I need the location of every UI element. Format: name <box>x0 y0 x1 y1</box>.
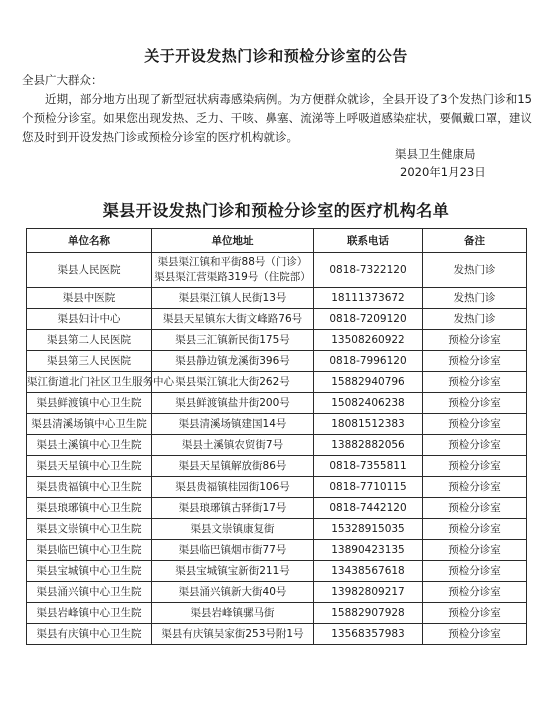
cell-address <box>152 561 314 582</box>
table-row <box>27 309 527 330</box>
table-body <box>27 253 527 645</box>
list-title: 渠县开设发热门诊和预检分诊室的医疗机构名单 <box>102 201 450 220</box>
announcement-body: 近期，部分地方出现了新型冠状病毒感染病例。为方便群众就诊，全县开设了3个发热门诊和15个预检分诊室。如果您出现发热、乏力、干咳、鼻塞、流涕等上呼吸道感染症状，要佩戴口罩，建议您及时到开设发热门诊或预检分诊室的医疗机构就诊。 <box>22 92 532 144</box>
cell-remark: 预检分诊室 <box>423 372 527 393</box>
cell-name: 渠县第二人民医院 <box>27 330 152 351</box>
table-row <box>27 561 527 582</box>
header-name: 单位名称 <box>27 229 152 253</box>
table-row <box>27 540 527 561</box>
cell-name: 渠县鲜渡镇中心卫生院 <box>27 393 152 414</box>
cell-phone: 0818-7355811 <box>314 456 423 477</box>
cell-phone: 0818-7996120 <box>314 351 423 372</box>
cell-address <box>152 414 314 435</box>
cell-phone: 13438567618 <box>314 561 423 582</box>
cell-name: 渠县第三人民医院 <box>27 351 152 372</box>
cell-remark: 发热门诊 <box>423 253 527 288</box>
cell-address <box>152 372 314 393</box>
table-row <box>27 624 527 645</box>
cell-name: 渠县宝城镇中心卫生院 <box>27 561 152 582</box>
cell-name: 渠县天星镇中心卫生院 <box>27 456 152 477</box>
address-line: 渠县静边镇龙溪街396号 <box>175 355 290 367</box>
cell-remark: 预检分诊室 <box>423 477 527 498</box>
cell-address <box>152 288 314 309</box>
cell-name: 渠县临巴镇中心卫生院 <box>27 540 152 561</box>
cell-address <box>152 498 314 519</box>
cell-name: 渠县贵福镇中心卫生院 <box>27 477 152 498</box>
address-line: 渠县临巴镇烟市街77号 <box>178 544 287 556</box>
cell-phone: 18111373672 <box>314 288 423 309</box>
cell-address <box>152 456 314 477</box>
cell-phone: 13882882056 <box>314 435 423 456</box>
table-row <box>27 288 527 309</box>
cell-address <box>152 603 314 624</box>
table-row <box>27 351 527 372</box>
header-remark: 备注 <box>423 229 527 253</box>
cell-address <box>152 624 314 645</box>
cell-remark: 预检分诊室 <box>423 603 527 624</box>
cell-remark: 预检分诊室 <box>423 330 527 351</box>
cell-address <box>152 540 314 561</box>
table-row <box>27 603 527 624</box>
cell-name: 渠县清溪场镇中心卫生院 <box>27 414 152 435</box>
cell-name: 渠县妇计中心 <box>27 309 152 330</box>
table-row <box>27 393 527 414</box>
address-line: 渠县三汇镇新民街175号 <box>175 334 290 346</box>
cell-name: 渠县岩峰镇中心卫生院 <box>27 603 152 624</box>
cell-remark: 预检分诊室 <box>423 582 527 603</box>
cell-name: 渠县有庆镇中心卫生院 <box>27 624 152 645</box>
cell-address <box>152 253 314 288</box>
cell-phone: 0818-7710115 <box>314 477 423 498</box>
cell-phone: 0818-7442120 <box>314 498 423 519</box>
cell-address <box>152 309 314 330</box>
table-row <box>27 414 527 435</box>
cell-name: 渠县琅琊镇中心卫生院 <box>27 498 152 519</box>
cell-phone: 13890423135 <box>314 540 423 561</box>
cell-remark: 预检分诊室 <box>423 561 527 582</box>
cell-remark: 预检分诊室 <box>423 519 527 540</box>
cell-remark: 预检分诊室 <box>423 624 527 645</box>
cell-name: 渠县土溪镇中心卫生院 <box>27 435 152 456</box>
cell-address <box>152 582 314 603</box>
address-line: 渠县天星镇东大街文峰路76号 <box>162 313 303 325</box>
address-line: 渠县贵福镇桂园街106号 <box>175 481 290 493</box>
header-address: 单位地址 <box>152 229 314 253</box>
cell-name: 渠江街道北门社区卫生服务中心 <box>27 372 152 393</box>
cell-remark: 预检分诊室 <box>423 414 527 435</box>
cell-phone: 15328915035 <box>314 519 423 540</box>
cell-phone: 18081512383 <box>314 414 423 435</box>
header-phone: 联系电话 <box>314 229 423 253</box>
issuer: 渠县卫生健康局 <box>395 147 476 161</box>
cell-remark: 预检分诊室 <box>423 498 527 519</box>
table-row <box>27 582 527 603</box>
cell-phone: 13508260922 <box>314 330 423 351</box>
address-line: 渠县天星镇解放街86号 <box>178 460 287 472</box>
cell-address <box>152 435 314 456</box>
cell-name: 渠县人民医院 <box>27 253 152 288</box>
cell-remark: 预检分诊室 <box>423 435 527 456</box>
address-line: 渠县涌兴镇新大街40号 <box>178 586 287 598</box>
address-line: 渠县渠江营渠路319号（住院部） <box>154 271 311 283</box>
table-row <box>27 253 527 288</box>
table-row <box>27 330 527 351</box>
cell-phone: 15882907928 <box>314 603 423 624</box>
cell-address <box>152 351 314 372</box>
cell-name: 渠县涌兴镇中心卫生院 <box>27 582 152 603</box>
cell-address <box>152 519 314 540</box>
issue-date: 2020年1月23日 <box>400 165 486 179</box>
table-header-row <box>27 229 527 253</box>
announcement-title: 关于开设发热门诊和预检分诊室的公告 <box>144 47 408 65</box>
cell-address <box>152 330 314 351</box>
cell-remark: 发热门诊 <box>423 309 527 330</box>
address-line: 渠县渠江镇北大街262号 <box>175 376 290 388</box>
address-line: 渠县鲜渡镇盐井街200号 <box>175 397 290 409</box>
address-line: 渠县有庆镇吴家街253号附1号 <box>161 628 304 640</box>
cell-remark: 预检分诊室 <box>423 393 527 414</box>
institution-table <box>26 228 527 645</box>
table-row <box>27 456 527 477</box>
address-line: 渠县土溪镇农贸街7号 <box>181 439 284 451</box>
address-line: 渠县琅琊镇古驿街17号 <box>178 502 287 514</box>
address-line: 渠县岩峰镇骡马街 <box>190 607 275 619</box>
address-line: 渠县文崇镇康复街 <box>190 523 275 535</box>
cell-address <box>152 477 314 498</box>
table-row <box>27 372 527 393</box>
table-row <box>27 435 527 456</box>
cell-address <box>152 393 314 414</box>
address-line: 渠县渠江镇人民街13号 <box>178 292 287 304</box>
address-line: 渠县渠江镇和平街88号（门诊） <box>157 256 308 268</box>
cell-name: 渠县中医院 <box>27 288 152 309</box>
cell-phone: 15082406238 <box>314 393 423 414</box>
cell-remark: 发热门诊 <box>423 288 527 309</box>
cell-phone: 13568357983 <box>314 624 423 645</box>
cell-name: 渠县文崇镇中心卫生院 <box>27 519 152 540</box>
cell-remark: 预检分诊室 <box>423 351 527 372</box>
table-row <box>27 477 527 498</box>
salutation: 全县广大群众： <box>22 73 103 87</box>
cell-phone: 15882940796 <box>314 372 423 393</box>
cell-phone: 0818-7322120 <box>314 253 423 288</box>
address-line: 渠县清溪场镇建国14号 <box>178 418 287 430</box>
cell-phone: 0818-7209120 <box>314 309 423 330</box>
cell-phone: 13982809217 <box>314 582 423 603</box>
cell-remark: 预检分诊室 <box>423 456 527 477</box>
address-line: 渠县宝城镇宝新街211号 <box>175 565 290 577</box>
table-row <box>27 498 527 519</box>
cell-remark: 预检分诊室 <box>423 540 527 561</box>
table-row <box>27 519 527 540</box>
